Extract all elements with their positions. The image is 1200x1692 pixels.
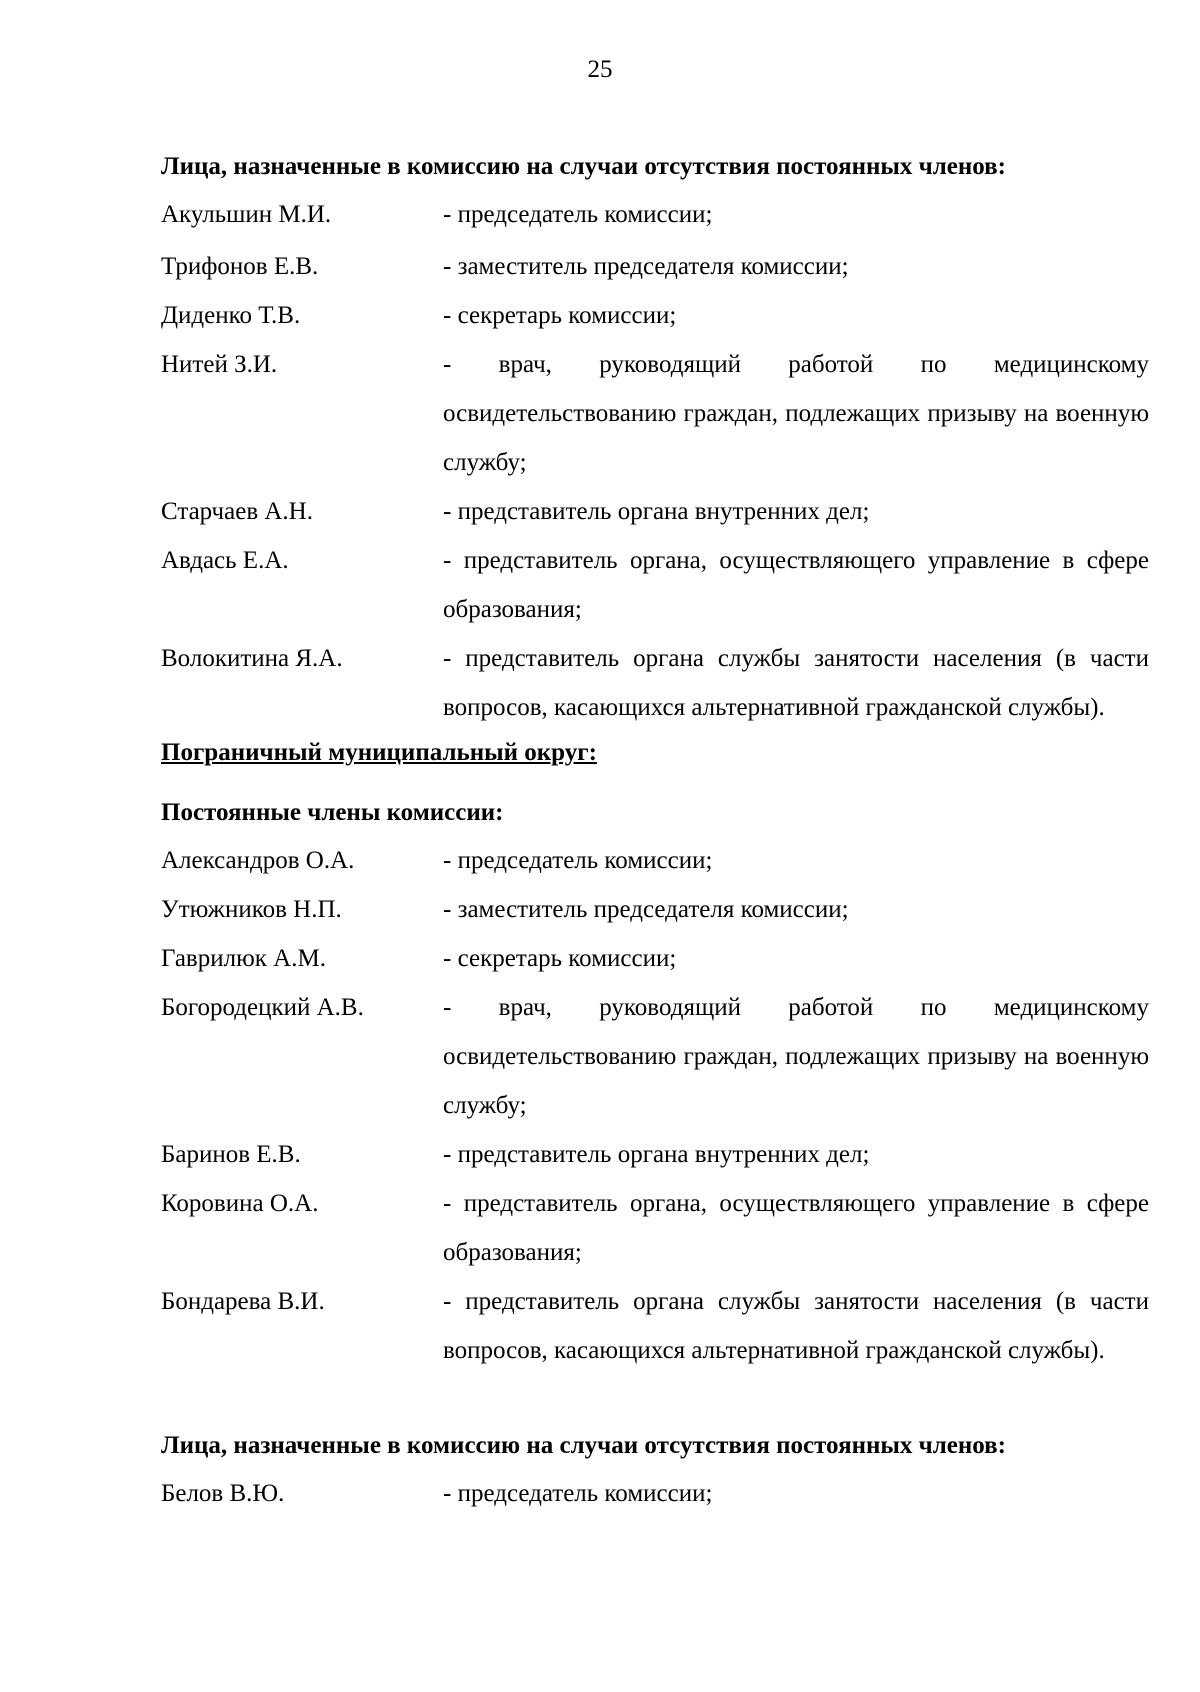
member-role: - председатель комиссии;: [443, 201, 713, 228]
member-row: [161, 291, 1149, 340]
member-row: [161, 836, 1149, 885]
member-name: Волокитина Я.А.: [161, 645, 343, 672]
member-name: Нитей З.И.: [161, 351, 278, 378]
member-name: Акульшин М.И.: [161, 201, 332, 228]
member-role: - председатель комиссии;: [443, 847, 713, 874]
member-role: - секретарь комиссии;: [443, 945, 677, 972]
member-role: - представитель органа, осуществляющего управление в сфере образования;: [443, 547, 1149, 623]
member-row: [161, 934, 1149, 983]
member-name: Трифонов Е.В.: [161, 253, 319, 280]
reserve-heading: Лица, назначенные в комиссию на случаи отсутствия постоянных членов:: [161, 1432, 1006, 1459]
member-row: [161, 487, 1149, 536]
member-name: Александров О.А.: [161, 847, 355, 874]
member-name: Богородецкий А.В.: [161, 994, 364, 1021]
member-role: - представитель органа, осуществляющего управление в сфере образования;: [443, 1190, 1149, 1266]
member-row: [161, 340, 1149, 487]
member-row: [161, 885, 1149, 934]
member-name: Утюжников Н.П.: [161, 896, 342, 923]
member-row: [161, 634, 1149, 732]
member-name: Бондарева В.И.: [161, 1288, 325, 1315]
member-name: Баринов Е.В.: [161, 1141, 301, 1168]
member-name: Гаврилюк А.М.: [161, 945, 326, 972]
member-name: Диденко Т.В.: [161, 302, 301, 329]
member-role: - врач, руководящий работой по медицинскому освидетельствованию граждан, подлежащих призыву на военную службу;: [443, 351, 1149, 476]
member-role: - врач, руководящий работой по медицинскому освидетельствованию граждан, подлежащих призыву на военную службу;: [443, 994, 1149, 1119]
member-row: [161, 983, 1149, 1130]
district-title: Пограничный муниципальный округ:: [161, 739, 597, 766]
member-role: - представитель органа внутренних дел;: [443, 498, 870, 525]
member-name: Старчаев А.Н.: [161, 498, 313, 525]
document-body: [161, 152, 1149, 1518]
member-role: - представитель органа службы занятости населения (в части вопросов, касающихся альтернативной гражданской службы).: [443, 645, 1149, 721]
member-name: Авдась Е.А.: [161, 547, 289, 574]
member-row: [161, 1179, 1149, 1277]
member-row: [161, 536, 1149, 634]
permanent-heading: Постоянные члены комиссии:: [161, 799, 504, 826]
member-row: [161, 1130, 1149, 1179]
page-number: 25: [587, 56, 613, 83]
member-name: Коровина О.А.: [161, 1190, 319, 1217]
member-row: [161, 190, 1149, 239]
member-row: [161, 1469, 1149, 1518]
member-role: - представитель органа внутренних дел;: [443, 1141, 870, 1168]
reserve-heading: Лица, назначенные в комиссию на случаи отсутствия постоянных членов:: [161, 153, 1006, 180]
member-name: Белов В.Ю.: [161, 1480, 285, 1507]
member-role: - представитель органа службы занятости населения (в части вопросов, касающихся альтернативной гражданской службы).: [443, 1288, 1149, 1364]
member-role: - председатель комиссии;: [443, 1480, 713, 1507]
member-row: [161, 1277, 1149, 1375]
member-row: [161, 242, 1149, 291]
member-role: - заместитель председателя комиссии;: [443, 253, 849, 280]
member-role: - секретарь комиссии;: [443, 302, 677, 329]
member-role: - заместитель председателя комиссии;: [443, 896, 849, 923]
